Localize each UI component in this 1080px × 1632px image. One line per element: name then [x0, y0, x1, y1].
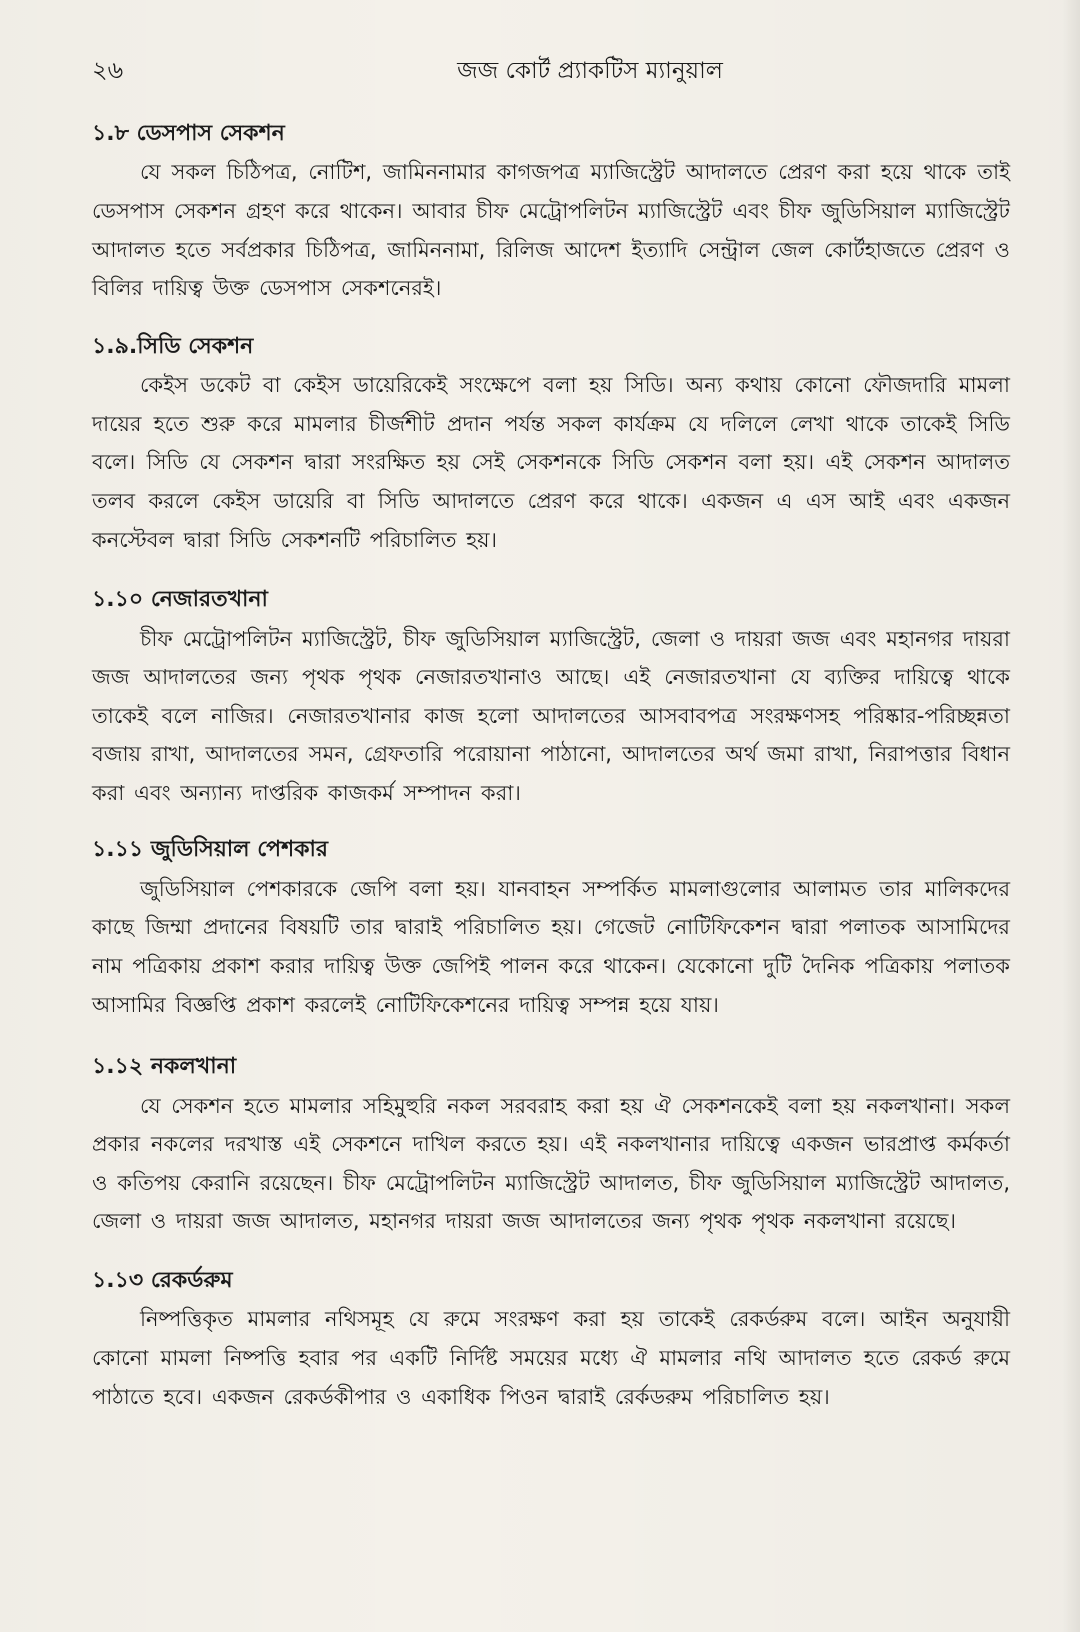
section-record-room [92, 1268, 1010, 1416]
section-text: কেইস ডকেট বা কেইস ডায়েরিকেই সংক্ষেপে বলা হয় সিডি। অন্য কথায় কোনো ফৌজদারি মামলা দায়ের হতে শুরু করে মামলার চীর্জশীট প্রদান পর্যন্ত সকল কার্যক্রম যে দলিলে লেখা থাকে তাকেই সিডি বলে। সিডি যে সেকশন দ্বারা সংরক্ষিত হয় সেই সেকশনকে সিডি সেকশন বলা হয়। এই সেকশন আদালত তলব করলে কেইস ডায়েরি বা সিডি আদালতে প্রেরণ করে থাকে। একজন এ এস আই এবং একজন কনস্টেবল দ্বারা সিডি সেকশনটি পরিচালিত হয়। [92, 373, 1010, 552]
section-heading: ১.১৩ রেকর্ডরুম [92, 1268, 233, 1294]
section-text: যে সেকশন হতে মামলার সহিমুহুরি নকল সরবরাহ করা হয় ঐ সেকশনকেই বলা হয় নকলখানা। সকল প্রকার নকলের দরখাস্ত এই সেকশনে দাখিল করতে হয়। এই নকলখানার দায়িত্বে একজন ভারপ্রাপ্ত কর্মকর্তা ও কতিপয় কেরানি রয়েছেন। চীফ মেট্রোপলিটন ম্যাজিস্ট্রেট আদালত, চীফ জুডিসিয়াল ম্যাজিস্ট্রেট আদালত, জেলা ও দায়রা জজ আদালত, মহানগর দায়রা জজ আদালতের জন্য পৃথক পৃথক নকলখানা রয়েছে। [92, 1093, 1010, 1234]
page-header [92, 58, 1010, 83]
section-despatch [92, 121, 1010, 308]
section-heading: ১.৯.সিডি সেকশন [92, 333, 254, 359]
section-heading: ১.১১ জুডিসিয়াল পেশকার [92, 837, 328, 863]
section-judicial-peshkar [92, 837, 1010, 1024]
section-text: চীফ মেট্রোপলিটন ম্যাজিস্ট্রেট, চীফ জুডিসিয়াল ম্যাজিস্ট্রেট, জেলা ও দায়রা জজ এবং মহানগর দায়রা জজ আদালতের জন্য পৃথক পৃথক নেজারতখানাও আছে। এই নেজারতখানা যে ব্যক্তির দায়িত্বে থাকে তাকেই বলে নাজির। নেজারতখানার কাজ হলো আদালতের আসবাবপত্র সংরক্ষণসহ পরিষ্কার-পরিচ্ছন্নতা বজায় রাখা, আদালতের সমন, গ্রেফতারি পরোয়ানা পাঠানো, আদালতের অর্থ জমা রাখা, নিরাপত্তার বিধান করা এবং অন্যান্য দাপ্তরিক কাজকর্ম সম্পাদন করা। [92, 626, 1010, 805]
page-number: ২৬ [92, 56, 124, 84]
running-head: জজ কোর্ট প্র্যাকটিস ম্যানুয়াল [457, 58, 723, 84]
section-text: নিষ্পত্তিকৃত মামলার নথিসমূহ যে রুমে সংরক্ষণ করা হয় তাকেই রেকর্ডরুম বলে। আইন অনুযায়ী কোনো মামলা নিষ্পত্তি হবার পর একটি নির্দিষ্ট সময়ের মধ্যে ঐ মামলার নথি আদালত হতে রেকর্ড রুমে পাঠাতে হবে। একজন রেকর্ডকীপার ও একাধিক পিওন দ্বারাই রের্কডরুম পরিচালিত হয়। [92, 1307, 1010, 1409]
section-naqalkhana [92, 1054, 1010, 1241]
section-nezarat [92, 587, 1010, 812]
section-heading: ১.১২ নকলখানা [92, 1054, 237, 1080]
section-heading: ১.৮ ডেসপাস সেকশন [92, 121, 285, 146]
section-text: যে সকল চিঠিপত্র, নোটিশ, জামিননামার কাগজপত্র ম্যাজিস্ট্রেট আদালতে প্রেরণ করা হয়ে থাকে তাই ডেসপাস সেকশন গ্রহণ করে থাকেন। আবার চীফ মেট্রোপলিটন ম্যাজিস্ট্রেট এবং চীফ জুডিসিয়াল ম্যাজিস্ট্রেট আদালত হতে সর্বপ্রকার চিঠিপত্র, জামিননামা, রিলিজ আদেশ ইত্যাদি সেন্ট্রাল জেল কোর্টহাজতে প্রেরণ ও বিলির দায়িত্ব উক্ত ডেসপাস সেকশনেরই। [92, 160, 1010, 301]
section-text: জুডিসিয়াল পেশকারকে জেপি বলা হয়। যানবাহন সম্পর্কিত মামলাগুলোর আলামত তার মালিকদের কাছে জিম্মা প্রদানের বিষয়টি তার দ্বারাই পরিচালিত হয়। গেজেট নোটিফিকেশন দ্বারা পলাতক আসামিদের নাম পত্রিকায় প্রকাশ করার দায়িত্ব উক্ত জেপিই পালন করে থাকেন। যেকোনো দুটি দৈনিক পত্রিকায় পলাতক আসামির বিজ্ঞপ্তি প্রকাশ করলেই নোটিফিকেশনের দায়িত্ব সম্পন্ন হয়ে যায়। [92, 876, 1010, 1017]
section-heading: ১.১০ নেজারতখানা [92, 587, 268, 613]
section-cd [92, 334, 1010, 559]
